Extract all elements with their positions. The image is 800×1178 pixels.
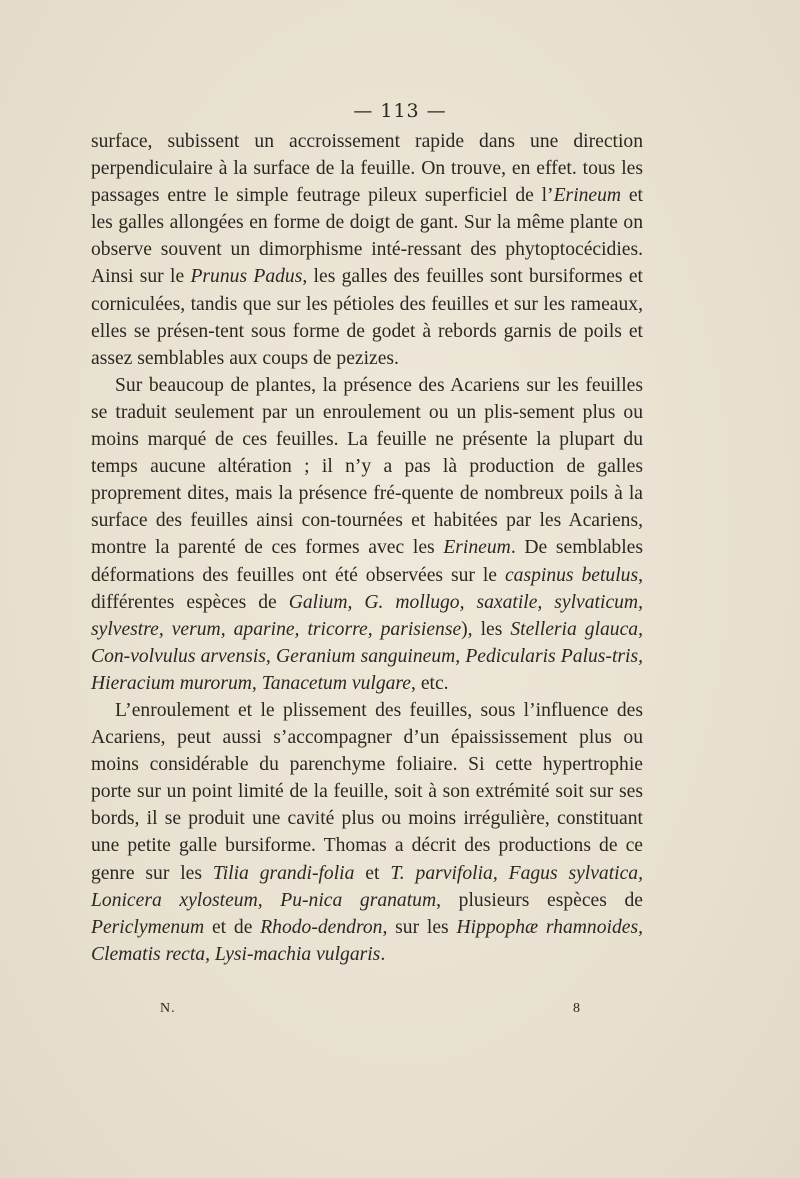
italic-text: Tilia grandi-folia <box>212 862 355 884</box>
page-number: — 113 — <box>353 100 447 122</box>
signature-mark: N. <box>160 1001 176 1016</box>
text-run: . De semblables déformations des feuilles ont été observées sur le <box>91 537 643 586</box>
text-run: , plusieurs espèces de <box>436 889 643 911</box>
text-run: Sur beaucoup de plantes, la présence des Acariens sur les feuilles se traduit seulement par un enroulement ou un plis-sement plus ou moins marqué de ces feuilles. La feuille ne présente la plupart du temps aucune altération ; il n’y a pas là production de galles proprement dites, mais la présence fré-quente de nombreux poils à la surface des feuilles ainsi con-tournées et habitées par les Acariens, montre la parenté de ces formes avec les <box>91 374 643 559</box>
paragraph <box>91 372 643 697</box>
text-run: , etc. <box>411 672 449 694</box>
italic-text: Periclymenum <box>91 916 205 938</box>
text-run: surface, subissent un accroissement rapide dans une direction perpendiculaire à la surface de la feuille. On trouve, en effet. tous les passages entre le simple feutrage pileux superficiel de l’ <box>91 131 643 207</box>
text-run: et les galles allongées en forme de doigt de gant. Sur la même plante on observe souvent un dimorphisme inté-ressant des phytoptocécidies. Ainsi sur le <box>91 185 643 288</box>
paragraph <box>91 697 643 968</box>
paragraph <box>91 128 643 372</box>
italic-text: Erineum <box>443 537 511 559</box>
text-run: , les galles des feuilles sont bursiformes et corniculées, tandis que sur les pétioles des feuilles et sur les rameaux, elles se présen-tent sous forme de godet à rebords garnis de poils et assez semblables aux coups de pezizes. <box>91 266 643 369</box>
italic-text: caspinus betulus <box>504 564 639 586</box>
text-run: . <box>380 943 386 965</box>
gathering-number: 8 <box>573 1001 580 1016</box>
text-run: et <box>354 862 391 884</box>
italic-text: T. parvifolia, Fagus sylvatica, Lonicera xylosteum, Pu-nica granatum <box>91 862 643 911</box>
text-run: ), les <box>461 618 511 640</box>
italic-text: Prunus Padus <box>190 266 303 288</box>
italic-text: Rhodo-dendron <box>260 916 383 938</box>
italic-text: Stelleria glauca, Con-volvulus arvensis, Geranium sanguineum, Pedicularis Palus-tris, Hieracium murorum, Tanacetum vulgare <box>91 618 643 694</box>
body-text <box>91 128 643 968</box>
italic-text: Galium, G. mollugo, saxatile, sylvaticum, sylvestre, verum, aparine, tricorre, parisiense <box>91 591 643 640</box>
text-run: L’enroulement et le plissement des feuilles, sous l’influence des Acariens, peut aussi s’accompagner d’un épaississement plus ou moins considérable du parenchyme foliaire. Si cette hypertrophie porte sur un point limité de la feuille, soit à son extrémité soit sur ses bords, il se produit une cavité plus ou moins irrégulière, constituant une petite galle bursiforme. Thomas a décrit des productions de ce genre sur les <box>91 699 643 884</box>
italic-text: Hippophæ rhamnoides, Clematis recta, Lysi-machia vulgaris <box>91 916 643 965</box>
text-run: et de <box>204 916 261 938</box>
text-run: , sur les <box>382 916 457 938</box>
italic-text: Erineum <box>553 185 622 207</box>
text-run: , différentes espèces de <box>91 564 643 613</box>
